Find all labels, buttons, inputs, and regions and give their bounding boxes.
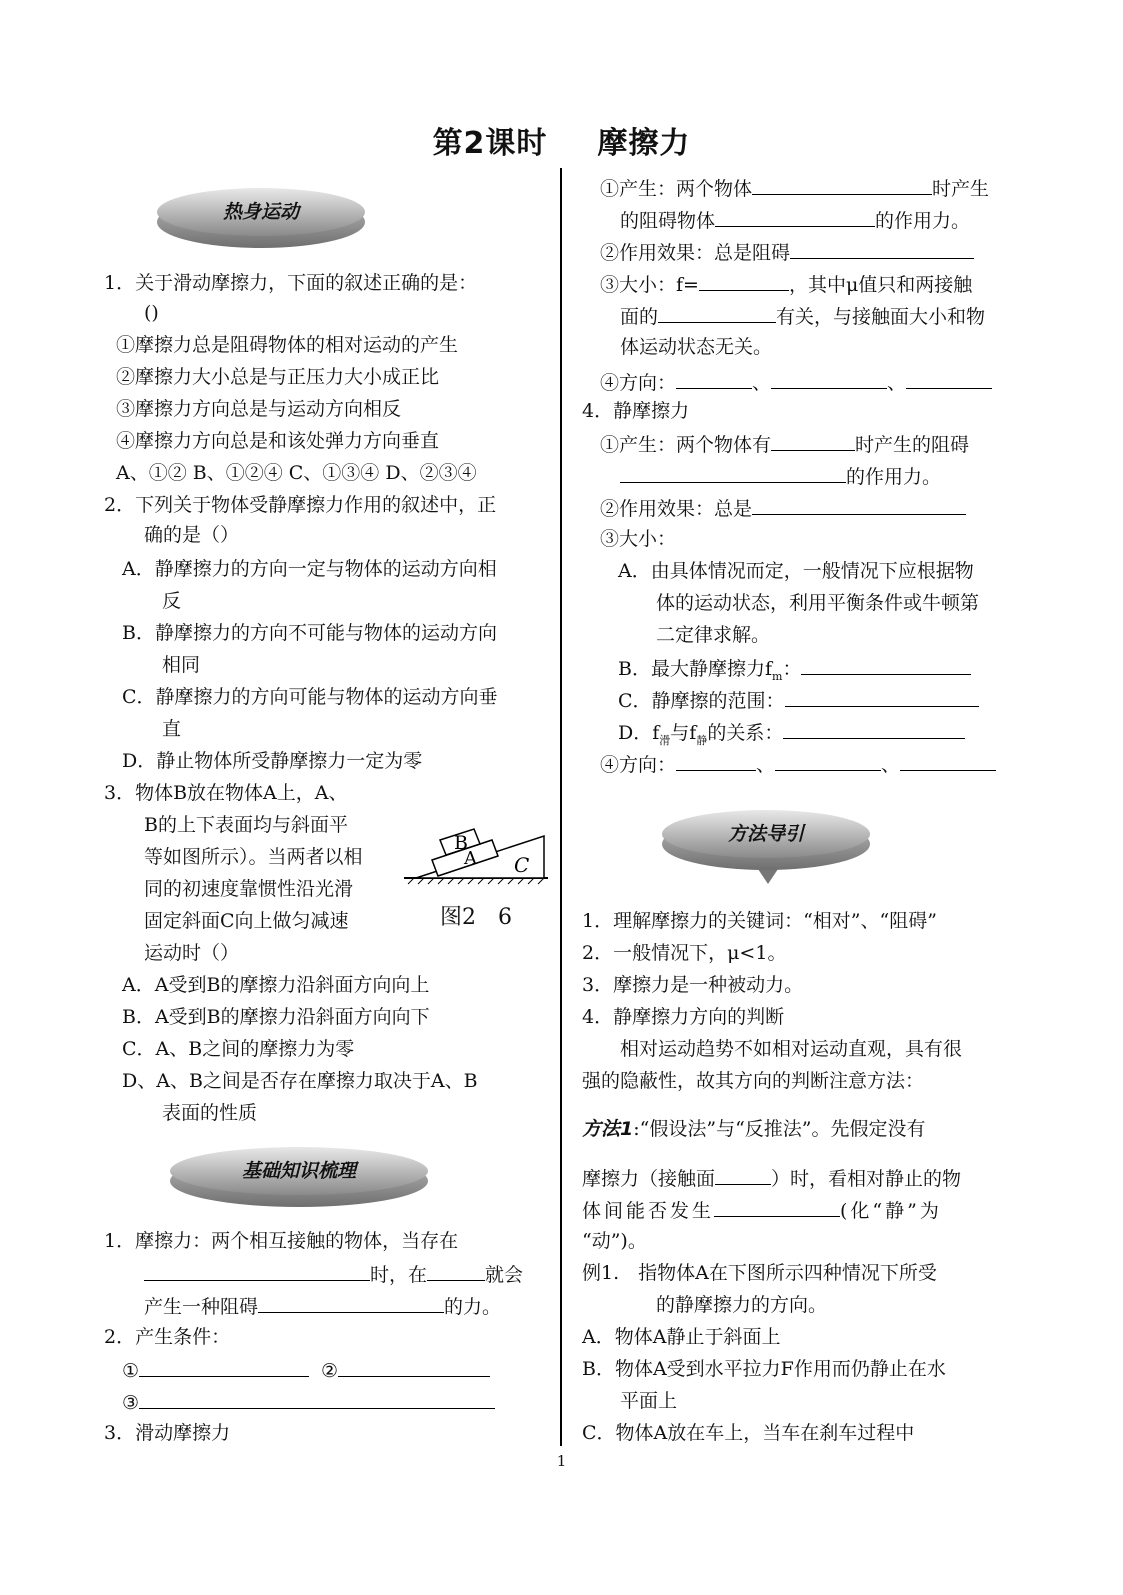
example-1-case-c: C．物体A放在车上，当车在刹车过程中 <box>582 1422 915 1444</box>
r3-line-3: 体运动状态无关。 <box>620 336 773 358</box>
s4-D-line: D．$f_滑$与$f_静$的关系： <box>618 718 965 754</box>
q3-option-c: C．A、B之间的摩擦力为零 <box>122 1038 355 1060</box>
method-point-4: 4．静摩擦力方向的判断 <box>582 1006 785 1028</box>
fill-blank[interactable] <box>752 494 966 515</box>
q1-answer-paren: () <box>144 302 159 324</box>
methods-heading: 方法导引 <box>727 823 804 845</box>
k2-condition-3: ③ <box>122 1388 495 1416</box>
r3-line-1: ③大小：f= ，其中μ值只和两接触 <box>600 270 972 298</box>
s4-2-line: ②作用效果：总是 <box>600 494 966 522</box>
s4-heading: 4．静摩擦力 <box>582 400 690 422</box>
page-number: 1 <box>556 1452 567 1470</box>
q3-option-b: B．A受到B的摩擦力沿斜面方向向下 <box>122 1006 430 1028</box>
fill-blank[interactable] <box>144 1260 370 1281</box>
q3-stem-line-3: 等如图所示）。当两者以相 <box>144 846 363 868</box>
example-1-case-b: B．物体A受到水平拉力F作用而仍静止在水 <box>582 1358 946 1380</box>
fill-blank[interactable] <box>699 270 789 291</box>
fill-blank[interactable] <box>752 174 932 195</box>
fill-blank[interactable] <box>658 302 776 323</box>
q2-option-c: C．静摩擦力的方向可能与物体的运动方向垂 <box>122 686 498 708</box>
basics-heading: 基础知识梳理 <box>241 1160 356 1182</box>
method-point-3: 3．摩擦力是一种被动力。 <box>582 974 804 996</box>
fill-blank[interactable] <box>801 654 971 675</box>
s4-A-line-3: 二定律求解。 <box>656 624 771 646</box>
r1-line-1: ①产生：两个物体 时产生 <box>600 174 989 202</box>
s4-1-line-2: 的作用力。 <box>620 462 941 490</box>
example-1-line-2: 的静摩擦力的方向。 <box>656 1294 828 1316</box>
s4-B-line: B．最大静摩擦力$f_m$： <box>618 654 971 690</box>
fill-blank[interactable] <box>139 1388 495 1409</box>
q3-option-a: A．A受到B的摩擦力沿斜面方向向上 <box>122 974 430 996</box>
fill-blank[interactable] <box>715 206 875 227</box>
method-point-1: 1．理解摩擦力的关键词：“相对”、“阻碍” <box>582 910 937 932</box>
incline-figure <box>402 790 552 930</box>
q2-option-a-cont: 反 <box>162 590 182 612</box>
s4-A-line-1: A．由具体情况而定，一般情况下应根据物 <box>618 560 974 582</box>
fill-blank[interactable] <box>783 718 965 739</box>
q2-option-b-cont: 相同 <box>162 654 201 676</box>
r1-line-2: 的阻碍物体 的作用力。 <box>620 206 970 234</box>
paragraph-line-2: 强的隐蔽性，故其方向的判断注意方法： <box>582 1070 925 1092</box>
q3-stem-line-6: 运动时（） <box>144 942 240 964</box>
q1-statement-3: ③摩擦力方向总是与运动方向相反 <box>116 398 402 420</box>
method-1-line: 方法1:“假设法”与“反推法”。先假定没有 <box>582 1118 926 1140</box>
r3-line-2: 面的 有关，与接触面大小和物 <box>620 302 985 330</box>
q3-stem-line-2: B的上下表面均与斜面平 <box>144 814 348 836</box>
fill-blank[interactable] <box>258 1292 444 1313</box>
fill-blank[interactable] <box>714 1196 840 1217</box>
q3-stem-line-4: 同的初速度靠惯性沿光滑 <box>144 878 354 900</box>
method-1-cont-2: 体间能否发生 (化“静”为 <box>582 1196 942 1224</box>
q1-statement-2: ②摩擦力大小总是与正压力大小成正比 <box>116 366 440 388</box>
fill-blank[interactable] <box>620 462 846 483</box>
k1-line-1: 1．摩擦力：两个相互接触的物体，当存在 <box>104 1230 459 1252</box>
q2-option-c-cont: 直 <box>162 718 182 740</box>
k3-heading: 3．滑动摩擦力 <box>104 1422 231 1444</box>
fill-blank[interactable] <box>139 1356 309 1377</box>
figure-label-b: B <box>454 832 468 854</box>
q1-options: A、①② B、①②④ C、①③④ D、②③④ <box>116 462 477 484</box>
fill-blank[interactable] <box>676 368 752 389</box>
lesson-topic: 摩擦力 <box>597 126 691 161</box>
fill-blank[interactable] <box>785 686 979 707</box>
column-divider <box>560 168 562 1446</box>
q3-stem-line-5: 固定斜面C向上做匀减速 <box>144 910 349 932</box>
q2-option-a: A．静摩擦力的方向一定与物体的运动方向相 <box>122 558 497 580</box>
k1-line-3: 产生一种阻碍 的力。 <box>144 1292 501 1320</box>
method-1-cont-1: 摩擦力（接触面 ）时，看相对静止的物 <box>582 1164 961 1192</box>
q2-stem: 2．下列关于物体受静摩擦力作用的叙述中，正 <box>104 494 497 516</box>
example-1-case-a: A．物体A静止于斜面上 <box>582 1326 781 1348</box>
methods-badge <box>660 808 872 886</box>
figure-caption: 图2 6 <box>440 905 512 930</box>
incline-diagram <box>402 790 552 890</box>
r2-line: ②作用效果：总是阻碍 <box>600 238 974 266</box>
fill-blank[interactable] <box>906 368 992 389</box>
q2-option-d: D．静止物体所受静摩擦力一定为零 <box>122 750 423 772</box>
fill-blank[interactable] <box>771 368 887 389</box>
example-1-line-1: 例1. 指物体A在下图所示四种情况下所受 <box>582 1262 937 1284</box>
s4-C-line: C．静摩擦的范围： <box>618 686 979 714</box>
q2-option-b: B．静摩擦力的方向不可能与物体的运动方向 <box>122 622 497 644</box>
paragraph-line-1: 相对运动趋势不如相对运动直观，具有很 <box>620 1038 963 1060</box>
q3-option-d-cont: 表面的性质 <box>162 1102 258 1124</box>
lesson-number: 第2课时 <box>432 126 548 161</box>
fill-blank[interactable] <box>427 1260 485 1281</box>
q3-option-d: D、A、B之间是否存在摩擦力取决于A、B <box>122 1070 478 1092</box>
fill-blank[interactable] <box>676 750 756 771</box>
warmup-heading: 热身运动 <box>222 201 299 223</box>
s4-3-line: ③大小： <box>600 528 677 550</box>
fill-blank[interactable] <box>790 238 974 259</box>
fill-blank[interactable] <box>900 750 996 771</box>
fill-blank[interactable] <box>771 430 855 451</box>
fill-blank[interactable] <box>338 1356 490 1377</box>
page-title <box>0 118 1123 162</box>
q3-stem: 3．物体B放在物体A上，A、 <box>104 782 348 804</box>
method-1-cont-3: “动”)。 <box>582 1230 647 1252</box>
s4-4-directions: ④方向： 、 、 <box>600 750 996 778</box>
q2-stem-cont: 确的是（） <box>144 524 240 546</box>
k2-line-1: 2．产生条件： <box>104 1326 231 1348</box>
figure-label-c: C <box>514 853 530 877</box>
example-1-case-b-cont: 平面上 <box>620 1390 678 1412</box>
q1-stem: 1．关于滑动摩擦力，下面的叙述正确的是： <box>104 272 478 294</box>
warmup-badge <box>155 186 367 252</box>
s4-A-line-2: 体的运动状态，利用平衡条件或牛顿第 <box>656 592 980 614</box>
r4-directions: ④方向： 、 、 <box>600 368 992 396</box>
method-1-label: 方法1 <box>582 1118 634 1140</box>
k1-line-2: 时，在 就会 <box>144 1260 523 1288</box>
figure-label-a: A <box>464 848 477 869</box>
s4-1-line-1: ①产生：两个物体有 时产生的阻碍 <box>600 430 969 458</box>
basics-badge <box>168 1145 430 1211</box>
k2-conditions-1-2: ① ② <box>122 1356 490 1384</box>
method-point-2: 2．一般情况下，μ<1。 <box>582 942 787 964</box>
fill-blank[interactable] <box>775 750 881 771</box>
q1-statement-1: ①摩擦力总是阻碍物体的相对运动的产生 <box>116 334 459 356</box>
q1-statement-4: ④摩擦力方向总是和该处弹力方向垂直 <box>116 430 440 452</box>
fill-blank[interactable] <box>715 1164 771 1185</box>
